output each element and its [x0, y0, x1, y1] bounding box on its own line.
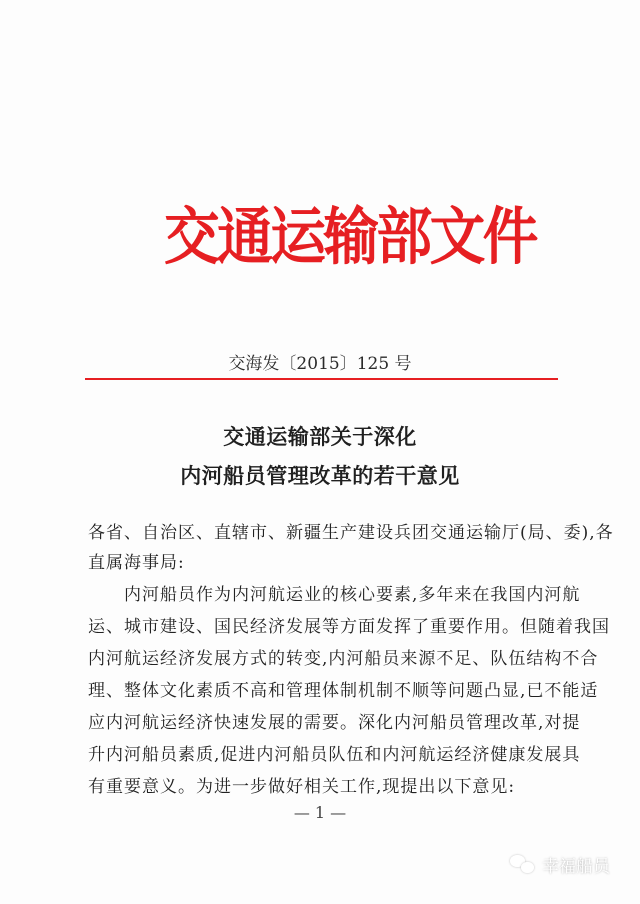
body-line: 内河船员作为内河航运业的核心要素,多年来在我国内河航: [88, 585, 581, 605]
body-line: 升内河船员素质,促进内河船员队伍和内河航运经济健康发展具: [88, 745, 581, 765]
body-line: 应内河航运经济快速发展的需要。深化内河船员管理改革,对提: [88, 713, 581, 733]
red-header-title: 交通运输部文件: [164, 200, 536, 273]
watermark: [510, 852, 610, 877]
body-line: 各省、自治区、直辖市、新疆生产建设兵团交通运输厅(局、委),各: [88, 523, 614, 543]
page-number: — 1 —: [293, 803, 347, 822]
watermark-text: 幸福船员: [542, 857, 610, 877]
body-line: 运、城市建设、国民经济发展等方面发挥了重要作用。但随着我国: [88, 617, 610, 637]
document-title-line-2: 内河船员管理改革的若干意见: [180, 463, 460, 488]
red-divider: [85, 378, 558, 380]
document-number: 交海发〔2015〕125 号: [228, 354, 412, 374]
body-line: 理、整体文化素质不高和管理体制机制不顺等问题凸显,已不能适: [88, 681, 599, 701]
document-title-line-1: 交通运输部关于深化: [223, 424, 417, 449]
chat-bubbles-icon: [510, 855, 536, 875]
body-line: 直属海事局:: [88, 553, 185, 573]
body-line: 有重要意义。为进一步做好相关工作,现提出以下意见:: [88, 777, 516, 797]
body-line: 内河航运经济发展方式的转变,内河船员来源不足、队伍结构不合: [88, 649, 599, 669]
